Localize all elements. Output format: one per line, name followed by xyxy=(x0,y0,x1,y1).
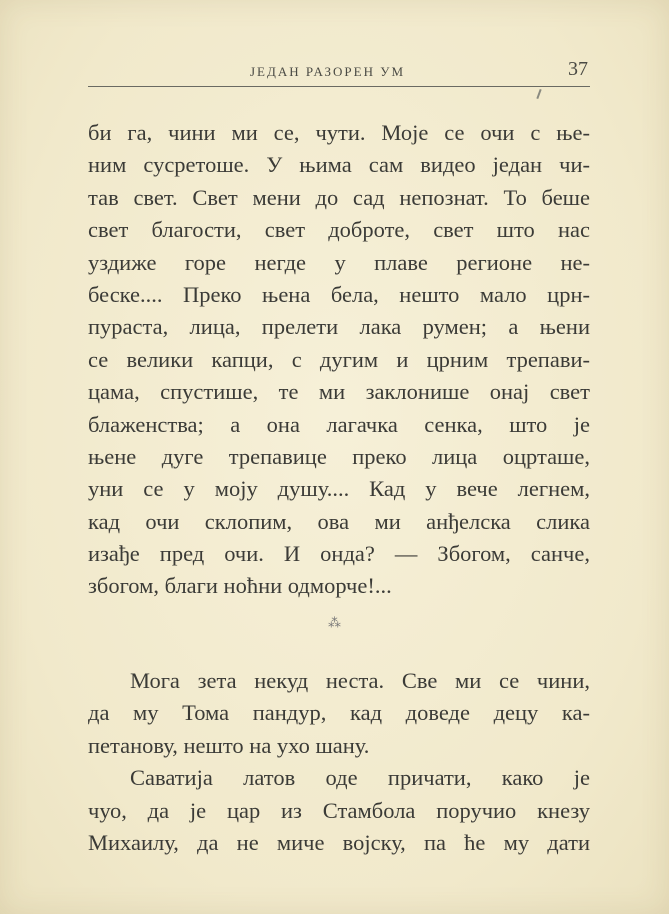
text-line: блаженства; а она лагачка сенка, што је xyxy=(88,411,590,437)
text-line: кад очи склопим, ова ми анђелска слика xyxy=(88,508,590,534)
text-line: петанову, нешто на ухо шану. xyxy=(88,732,370,758)
text-line: ним сусретоше. У њима сам видео један чи- xyxy=(88,152,590,178)
text-line: се велики капци, с дугим и црним трепави- xyxy=(88,346,590,372)
running-head xyxy=(90,58,590,86)
paragraph-1 xyxy=(88,117,590,603)
text-line: чуо, да је цар из Стамбола поручио кнезу xyxy=(88,797,590,823)
text-line: тав свет. Свет мени до сад непознат. То беше xyxy=(88,184,590,210)
text-line: беске.... Преко њена бела, нешто мало црн- xyxy=(88,281,590,307)
header-rule xyxy=(88,86,590,87)
text-line: уздиже горе негде у плаве регионе не- xyxy=(88,249,590,275)
text-line: би га, чини ми се, чути. Моје се очи с ње- xyxy=(88,120,590,145)
pencil-mark xyxy=(536,89,541,99)
text-line: Михаилу, да не миче војску, па ће му дати xyxy=(88,829,590,855)
text-line: Саватија латов оде причати, како је xyxy=(130,765,590,791)
text-line: уни се у моју душу.... Кад у вече легнем, xyxy=(88,476,590,502)
section-separator: ⁂ xyxy=(328,616,341,631)
text-line: свет благости, свет доброте, свет што нас xyxy=(88,217,590,243)
text-line: пураста, лица, прелети лака румен; а њени xyxy=(88,314,590,340)
text-line: цама, спустише, те ми заклонише онај свет xyxy=(88,379,590,405)
text-line: Мога зета некуд неста. Све ми се чини, xyxy=(130,668,590,693)
text-line: да му Тома пандур, кад доведе децу ка- xyxy=(88,700,590,726)
text-line: збогом, благи ноћни одморче!... xyxy=(88,573,392,599)
text-line: изађе пред очи. И онда? — Збогом, санче, xyxy=(88,541,590,567)
running-title: ЈЕДАН РАЗОРЕН УМ xyxy=(250,64,405,79)
page-number: 37 xyxy=(568,58,588,80)
paragraph-2-and-3 xyxy=(88,665,590,859)
text-line: њене дуге трепавице преко лица оцрташе, xyxy=(88,443,590,469)
